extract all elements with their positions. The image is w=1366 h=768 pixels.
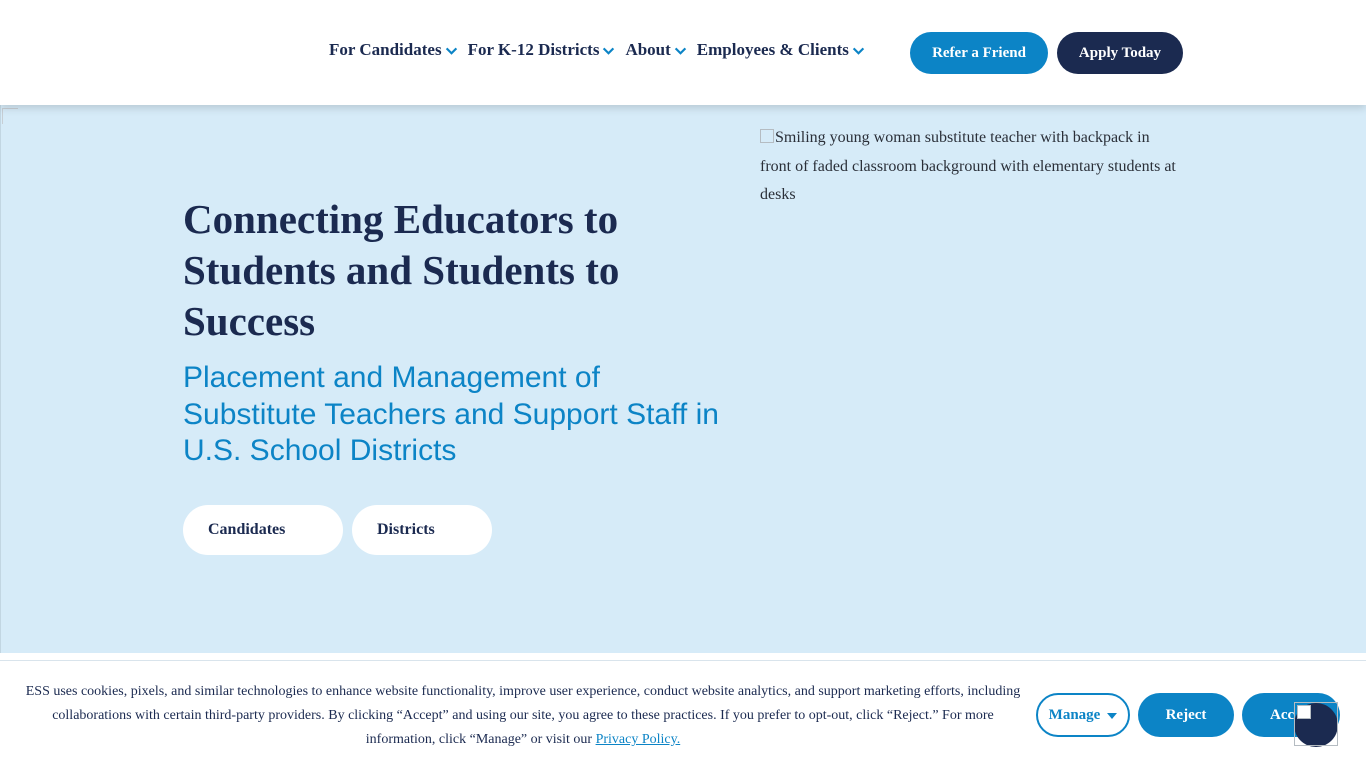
chat-widget-icon[interactable] bbox=[1294, 702, 1338, 746]
manage-cookies-button[interactable] bbox=[1036, 693, 1130, 737]
nav-item-label: For Candidates bbox=[329, 40, 442, 59]
site-header bbox=[0, 0, 1366, 105]
manage-label: Manage bbox=[1048, 706, 1101, 723]
nav-item-label: For K-12 Districts bbox=[467, 40, 600, 59]
accept-cookies-button[interactable]: Acc bbox=[1242, 693, 1340, 737]
candidates-button[interactable]: Candidates bbox=[183, 505, 343, 555]
nav-item-label: Employees & Clients bbox=[696, 40, 849, 59]
cookie-notice-body: ESS uses cookies, pixels, and similar technologies to enhance website functionality, improve user experience, conduct website analytics, and support marketing efforts, including collaborations with certain third-party providers. By clicking “Accept” and using our site, you agree to these practices. If you prefer to opt-out, click “Reject.” For more information, click “Manage” or visit our bbox=[25, 684, 1021, 747]
cookie-notice-text bbox=[22, 680, 1024, 752]
hero-subtitle: Placement and Management of Substitute Teachers and Support Staff in U.S. School Districts bbox=[183, 361, 719, 467]
districts-button[interactable]: Districts bbox=[352, 505, 492, 555]
caret-down-icon bbox=[1107, 713, 1117, 719]
chevron-down-icon bbox=[674, 44, 687, 57]
apply-today-button[interactable]: Apply Today bbox=[1057, 32, 1183, 74]
refer-a-friend-button[interactable]: Refer a Friend bbox=[910, 32, 1048, 74]
nav-item-for-candidates[interactable] bbox=[329, 40, 458, 60]
nav-item-label: About bbox=[625, 40, 671, 59]
hero-title: Connecting Educators to Students and Students to Success bbox=[183, 196, 620, 344]
main-nav bbox=[329, 40, 875, 60]
reject-cookies-button[interactable]: Reject bbox=[1138, 693, 1234, 737]
broken-image-icon bbox=[1297, 705, 1311, 719]
broken-image-icon bbox=[2, 108, 18, 124]
hero-image-alt-text: Smiling young woman substitute teacher with backpack in front of faded classroom background with elementary students at desks bbox=[760, 129, 1176, 203]
chevron-down-icon bbox=[852, 44, 865, 57]
chevron-down-icon bbox=[445, 44, 458, 57]
broken-image-icon bbox=[760, 129, 774, 143]
privacy-policy-link[interactable]: Privacy Policy. bbox=[595, 732, 681, 747]
nav-item-employees-clients[interactable] bbox=[697, 40, 865, 60]
nav-item-for-k12-districts[interactable] bbox=[468, 40, 616, 60]
nav-item-about[interactable] bbox=[625, 40, 686, 60]
hero-image bbox=[760, 124, 1180, 210]
chevron-down-icon bbox=[602, 44, 615, 57]
